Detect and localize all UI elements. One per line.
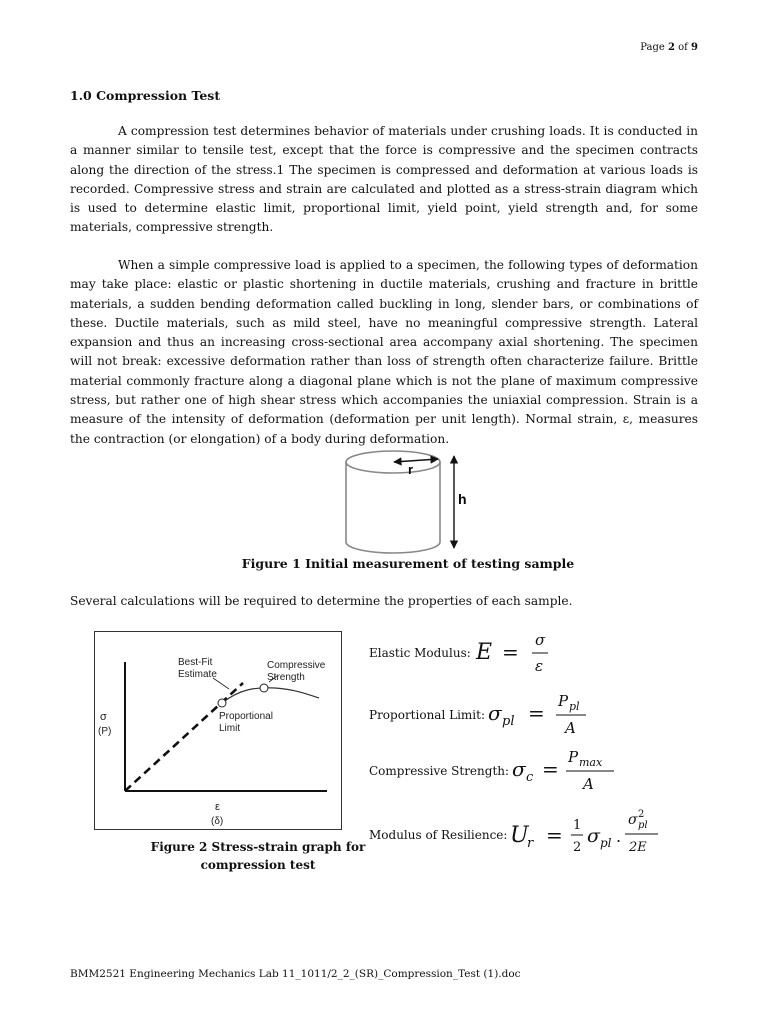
figure-2-caption: Figure 2 Stress-strain graph for compression test (150, 840, 366, 872)
elastic-modulus-label: Elastic Modulus: (369, 646, 471, 660)
figure-1-caption: Figure 1 Initial measurement of testing sample (241, 556, 575, 571)
formula-elastic-modulus (369, 630, 564, 676)
radius-label: r (408, 462, 414, 477)
paragraph-intro: A compression test determines behavior of materials under crushing loads. It is conducted in a manner similar to tensile test, except that the force is compressive and the specimen contracts along the direction of the stress.1 The specimen is compressed and deformation at various loads is recorded. Compressive stress and strain are calculated and plotted as a stress-strain diagram which is used to determine elastic limit, proportional limit, yield point, yield strength and, for some materials, compressive strength. (70, 124, 698, 235)
x-axis-label-2: (δ) (211, 816, 224, 827)
svg-text:pl: pl (600, 836, 612, 850)
svg-text:.: . (616, 827, 622, 846)
svg-text:ε: ε (534, 657, 543, 675)
proportional-limit-label: Proportional Limit: (369, 708, 485, 722)
page-number: Page 2 of 9 (640, 42, 698, 53)
modulus-of-resilience-label: Modulus of Resilience: (369, 828, 508, 842)
svg-text:2: 2 (573, 840, 582, 855)
svg-text:=: = (546, 823, 564, 847)
svg-text:pl: pl (502, 714, 515, 729)
proportional-label-1: Proportional (219, 711, 273, 722)
page-current: 2 (667, 42, 675, 53)
paragraph-deformation: When a simple compressive load is applied to a specimen, the following types of deformation may take place: elastic or plastic shortening in ductile materials, crushing and fracture in brittle materials, a sudden bending deformation called buckling in long, slender bars, or combinations of these. Ductile materials, such as mild steel, have no meaningful compressive strength. Lateral expansion and thus an increasing cross-sectional area accompany axial shortening. The specimen will not break: excessive deformation rather than loss of strength often characterize failure. Brittle material commonly fracture along a diagonal plane which is not the plane of maximum compressive stress, but rather one of high shear stress which accompanies the uniaxial compression. Strain is a measure of the intensity of deformation (deformation per unit length). Normal strain, ε, measures the contraction (or elongation) of a body during deformation. (70, 258, 698, 446)
svg-text:=: = (542, 757, 559, 781)
svg-text:σ: σ (488, 701, 502, 725)
svg-text:r: r (527, 836, 534, 851)
svg-text:pl: pl (569, 700, 580, 713)
compressive-strength-label: Compressive Strength: (369, 764, 510, 778)
calculations-intro: Several calculations will be required to determine the properties of each sample. (70, 594, 573, 608)
stress-strain-graph (94, 631, 342, 830)
compressive-label-1: Compressive (267, 660, 326, 671)
cylinder-diagram (340, 448, 480, 554)
x-axis-label-1: ε (215, 801, 220, 813)
best-fit-label-2: Estimate (178, 669, 217, 680)
svg-text:=: = (528, 701, 545, 725)
svg-text:σ: σ (512, 757, 526, 781)
svg-text:c: c (526, 770, 534, 785)
svg-text:1: 1 (573, 818, 582, 833)
y-axis-label-1: σ (100, 711, 107, 723)
footer-filename: BMM2521 Engineering Mechanics Lab 11_1011/2_2_(SR)_Compression_Test (1).doc (70, 968, 521, 980)
proportional-limit-point (218, 699, 226, 707)
svg-text:2: 2 (638, 809, 645, 820)
svg-text:2E: 2E (629, 840, 648, 855)
cylinder-shape (346, 451, 440, 553)
svg-text:A: A (565, 719, 576, 737)
svg-text:max: max (579, 756, 603, 769)
svg-text:U: U (510, 823, 529, 848)
svg-text:P: P (568, 748, 579, 766)
compressive-strength-point (260, 684, 268, 692)
best-fit-label-1: Best-Fit (178, 657, 213, 668)
svg-text:=: = (501, 640, 519, 664)
formula-compressive-strength (369, 746, 624, 796)
svg-text:A: A (583, 775, 594, 793)
height-label: h (458, 491, 467, 507)
formula-proportional-limit (369, 690, 600, 740)
formula-modulus-of-resilience (369, 806, 670, 864)
best-fit-line (125, 683, 243, 791)
radius-arrow (394, 459, 438, 462)
svg-text:σ: σ (628, 812, 639, 828)
svg-text:σ: σ (587, 825, 601, 847)
svg-text:P: P (558, 692, 569, 710)
section-heading: 1.0 Compression Test (70, 88, 221, 103)
svg-text:E: E (475, 640, 492, 665)
compressive-label-2: Strength (267, 672, 305, 683)
page-total: 9 (691, 42, 698, 53)
svg-text:σ: σ (534, 631, 546, 649)
proportional-label-2: Limit (219, 723, 241, 734)
svg-text:pl: pl (638, 820, 649, 831)
y-axis-label-2: (P) (98, 726, 112, 737)
